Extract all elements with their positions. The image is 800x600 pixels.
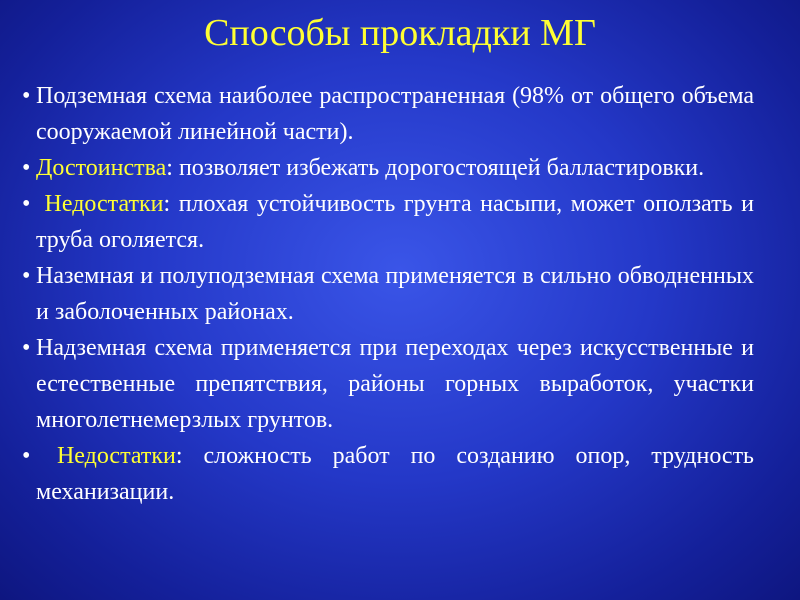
bullet-item (22, 150, 754, 186)
bullet-item (22, 438, 754, 510)
bullet-dot: • (22, 83, 31, 109)
bullet-dot: • (22, 263, 31, 289)
bullet-text: : плохая устойчивость грунта насыпи, может оползать и труба оголяется. (36, 191, 754, 253)
bullet-text: : позволяет избежать дорогостоящей балластировки. (166, 155, 705, 181)
bullet-item (22, 78, 754, 150)
bullet-key: Достоинства (36, 155, 167, 181)
bullet-dot: • (22, 191, 31, 217)
bullet-key: Недостатки (56, 443, 176, 469)
bullet-dot: • (22, 155, 31, 181)
bullet-item (22, 330, 754, 438)
bullet-dot: • (22, 335, 31, 361)
slide-title: Способы прокладки МГ (204, 12, 596, 54)
bullet-dot: • (22, 443, 31, 469)
bullet-text: Надземная схема применяется при переходах через искусственные и естественные препятствия, районы горных выработок, участки многолетнемерзлых грунтов. (36, 335, 754, 433)
bullet-text: Наземная и полуподземная схема применяется в сильно обводненных и заболоченных районах. (36, 263, 754, 325)
bullet-list (22, 78, 754, 510)
bullet-item (22, 186, 754, 258)
bullet-key: Недостатки (44, 191, 164, 217)
bullet-text: : сложность работ по созданию опор, трудность механизации. (36, 443, 754, 505)
bullet-text: Подземная схема наиболее распространенная (98% от общего объема сооружаемой линейной части). (36, 83, 754, 145)
bullet-item (22, 258, 754, 330)
